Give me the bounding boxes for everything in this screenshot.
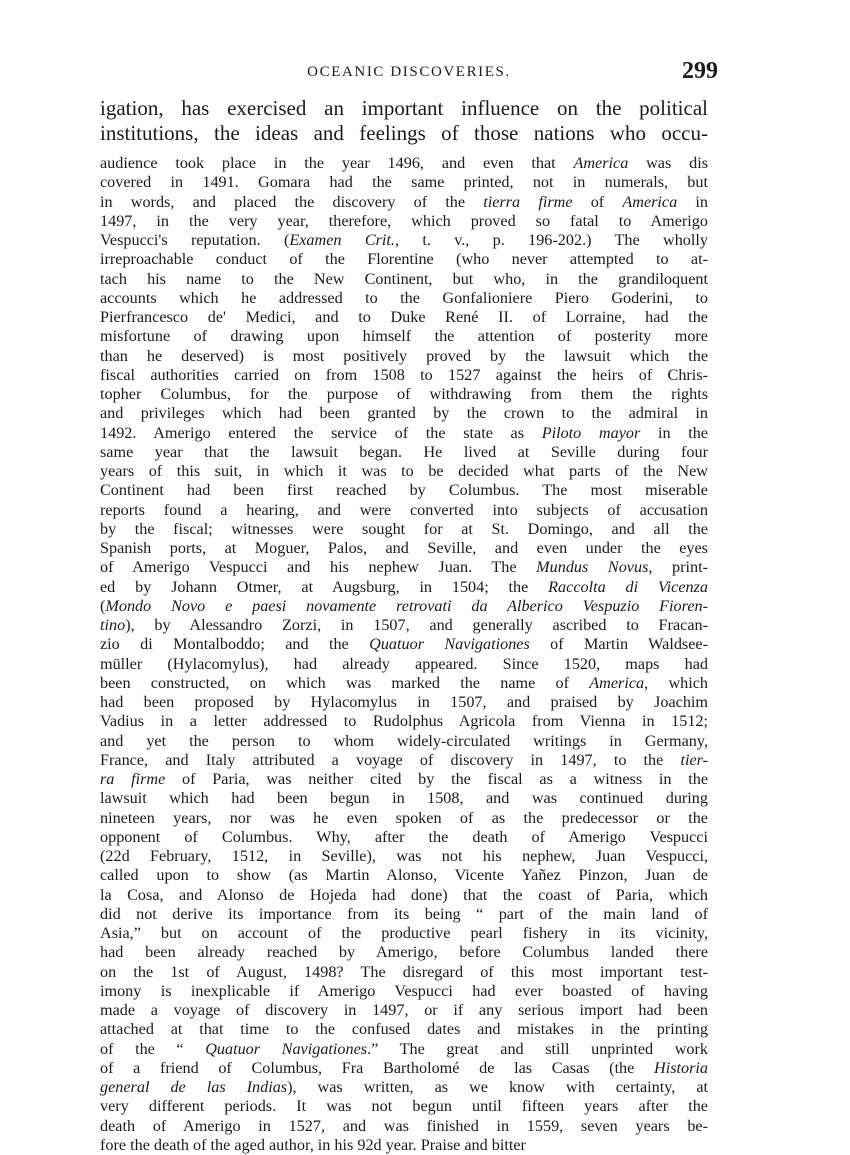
footnote-line: had been already reached by Amerigo, before Columbus landed there bbox=[100, 943, 708, 962]
italic-phrase: tino bbox=[100, 616, 126, 634]
italic-phrase: Mundus Novus bbox=[536, 558, 649, 577]
footnote-line: made a voyage of discovery in 1497, or if any serious import had been bbox=[100, 1001, 708, 1019]
italic-phrase: general de las Indias bbox=[100, 1078, 288, 1096]
footnote-line: Vespucci's reputation. (Examen Crit., t. v., p. 196-202.) The wholly bbox=[100, 231, 708, 249]
footnote-line: Vadius in a letter addressed to Rudolphus Agricola from Vienna in 1512; bbox=[100, 712, 708, 731]
italic-phrase: tierra firme bbox=[483, 192, 573, 211]
footnote-line: reports found a hearing, and were converted into subjects of accusation bbox=[100, 500, 708, 519]
footnote-line: fore the death of the aged author, in his 92d year. Praise and bitter bbox=[100, 1135, 526, 1154]
footnote-line: had been proposed by Hylacomylus in 1507, and praised by Joachim bbox=[100, 693, 708, 711]
italic-phrase: Mondo Novo e paesi novamente retrovati da Alberico Vespuzio Fioren- bbox=[105, 596, 708, 615]
footnote-line: fiscal authorities carried on from 1508 to 1527 against the heirs of Chris- bbox=[100, 365, 708, 384]
footnote-line: ra firme of Paria, was neither cited by the fiscal as a witness in the bbox=[100, 770, 709, 788]
italic-phrase: ra firme bbox=[100, 770, 166, 788]
footnote-line: of the “ Quatuor Navigationes.” The great and still unprinted work bbox=[100, 1039, 708, 1058]
footnote-line: ed by Johann Otmer, at Augsburg, in 1504; the Raccolta di Vicenza bbox=[100, 577, 708, 596]
italic-phrase: Examen Crit. bbox=[289, 231, 395, 249]
footnote-line: 1492. Amerigo entered the service of the state as Piloto mayor in the bbox=[100, 423, 708, 442]
footnote-line: tino), by Alessandro Zorzi, in 1507, and generally ascribed to Fracan- bbox=[100, 616, 708, 634]
footnote-line: audience took place in the year 1496, and even that America was dis bbox=[100, 154, 708, 172]
footnote-line: and yet the person to whom widely-circulated writings in Germany, bbox=[100, 731, 708, 750]
footnote-line: imony is inexplicable if Amerigo Vespucci had ever boasted of having bbox=[100, 981, 708, 1000]
footnote-line: misfortune of drawing upon himself the attention of posterity more bbox=[100, 327, 708, 346]
footnote-line: France, and Italy attributed a voyage of discovery in 1497, to the tier- bbox=[100, 750, 708, 769]
footnote-line: than he deserved) is most positively proved by the lawsuit which the bbox=[100, 346, 708, 365]
footnote-line: years of this suit, in which it was to be decided what parts of the New bbox=[100, 462, 708, 480]
footnote-line: Asia,” but on account of the productive pearl fishery in its vicinity, bbox=[100, 924, 708, 942]
footnote-line: Spanish ports, at Moguer, Palos, and Seville, and even under the eyes bbox=[100, 539, 708, 557]
footnote-line: Pierfrancesco de' Medici, and to Duke René II. of Lorraine, had the bbox=[100, 308, 708, 326]
page-number: 299 bbox=[682, 58, 718, 84]
italic-phrase: Raccolta di Vicenza bbox=[548, 577, 708, 596]
footnote-line: in words, and placed the discovery of the tierra firme of America in bbox=[100, 192, 708, 211]
footnote-line: death of Amerigo in 1527, and was finished in 1559, seven years be- bbox=[100, 1116, 708, 1135]
footnote-line: did not derive its importance from its being “ part of the main land of bbox=[100, 904, 708, 923]
footnote-line: same year that the lawsuit began. He lived at Seville during four bbox=[100, 442, 708, 461]
italic-phrase: tier- bbox=[680, 750, 708, 769]
italic-phrase: America bbox=[622, 192, 678, 211]
footnote-line: called upon to show (as Martin Alonso, Vicente Yañez Pinzon, Juan de bbox=[100, 866, 708, 885]
footnote-line: (22d February, 1512, in Seville), was not his nephew, Juan Vespucci, bbox=[100, 847, 708, 865]
italic-phrase: America bbox=[589, 673, 645, 692]
running-head bbox=[100, 58, 718, 92]
footnote-line: of Amerigo Vespucci and his nephew Juan. The Mundus Novus, print- bbox=[100, 558, 708, 577]
footnote-line: been constructed, on which was marked the name of America, which bbox=[100, 673, 709, 692]
footnote-line: opponent of Columbus. Why, after the death of Amerigo Vespucci bbox=[100, 827, 708, 846]
footnote-line: nineteen years, nor was he even spoken of as the predecessor or the bbox=[100, 808, 708, 827]
footnote-line: topher Columbus, for the purpose of withdrawing from them the rights bbox=[100, 385, 708, 403]
italic-phrase: Historia bbox=[654, 1058, 708, 1077]
italic-phrase: Quatuor Navigationes bbox=[205, 1039, 368, 1058]
footnote-line: la Cosa, and Alonso de Hojeda had done) that the coast of Paria, which bbox=[100, 885, 708, 904]
italic-phrase: Piloto mayor bbox=[541, 423, 641, 442]
footnote-line: on the 1st of August, 1498? The disregard of this most important test- bbox=[100, 962, 708, 981]
footnote-line: 1497, in the very year, therefore, which proved so fatal to Amerigo bbox=[100, 211, 708, 230]
footnote-line: of a friend of Columbus, Fra Bartholomé de las Casas (the Historia bbox=[100, 1058, 708, 1077]
footnote-line: müller (Hylacomylus), had already appeared. Since 1520, maps had bbox=[100, 654, 708, 673]
footnote-line: attached at that time to the confused dates and mistakes in the printing bbox=[100, 1020, 708, 1039]
running-title: OCEANIC DISCOVERIES. bbox=[307, 64, 511, 80]
footnote-line: covered in 1491. Gomara had the same printed, not in numerals, but bbox=[100, 173, 708, 192]
footnote-line: accounts which he addressed to the Gonfalioniere Piero Goderini, to bbox=[100, 288, 708, 307]
footnote-line: general de las Indias), was written, as we know with certainty, at bbox=[100, 1078, 709, 1096]
footnote-text bbox=[100, 154, 708, 1155]
footnote-line: (Mondo Novo e paesi novamente retrovati da Alberico Vespuzio Fioren- bbox=[100, 596, 708, 615]
footnote-line: Continent had been first reached by Columbus. The most miserable bbox=[100, 481, 708, 500]
footnote-line: and privileges which had been granted by the crown to the admiral in bbox=[100, 404, 708, 423]
main-text-line: igation, has exercised an important influence on the political bbox=[100, 96, 708, 120]
footnote-line: lawsuit which had been begun in 1508, and was continued during bbox=[100, 789, 708, 808]
italic-phrase: America bbox=[573, 154, 629, 172]
footnote-line: by the fiscal; witnesses were sought for at St. Domingo, and all the bbox=[100, 519, 708, 538]
main-text bbox=[100, 96, 708, 146]
main-text-line: institutions, the ideas and feelings of those nations who occu- bbox=[100, 121, 708, 145]
footnote-line: tach his name to the New Continent, but who, in the grandiloquent bbox=[100, 269, 708, 288]
footnote-line: very different periods. It was not begun until fifteen years after the bbox=[100, 1097, 708, 1116]
footnote-line: irreproachable conduct of the Florentine (who never attempted to at- bbox=[100, 250, 708, 269]
footnote-line: zio di Montalboddo; and the Quatuor Navigationes of Martin Waldsee- bbox=[100, 635, 708, 654]
italic-phrase: Quatuor Navigationes bbox=[369, 635, 530, 654]
